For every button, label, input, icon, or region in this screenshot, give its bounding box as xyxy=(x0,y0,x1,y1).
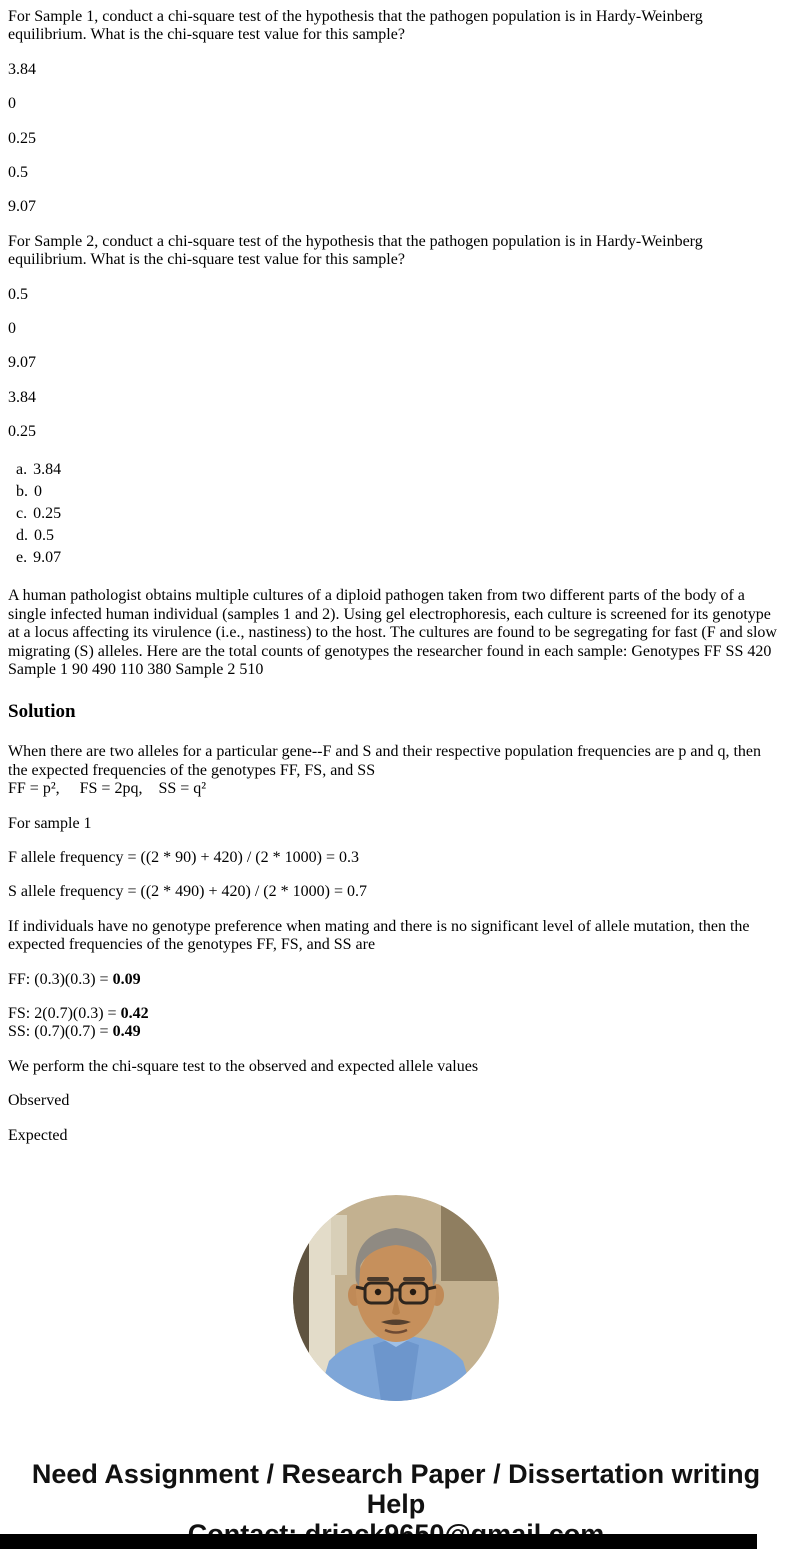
choice-value: 0.5 xyxy=(34,527,54,545)
solution-heading: Solution xyxy=(8,701,76,723)
choice-value: 0.25 xyxy=(33,505,62,523)
ss-prefix: SS: (0.7)(0.7) = xyxy=(8,1023,113,1041)
question2-option-2: 0 xyxy=(8,319,16,337)
choice-value: 9.07 xyxy=(33,549,62,567)
question2-option-3: 9.07 xyxy=(8,354,36,372)
s-allele-frequency: S allele frequency = ((2 * 490) + 420) / (2 * 1000) = 0.7 xyxy=(8,883,367,901)
answer-choice-b xyxy=(16,481,784,503)
solution-intro-text: When there are two alleles for a particular gene--F and S and their respective population frequencies are p and q, then the expected frequencies of the genotypes FF, FS, and SS xyxy=(8,743,762,779)
choice-value: 0 xyxy=(34,483,42,501)
answer-choice-c xyxy=(16,503,784,525)
tutor-photo xyxy=(293,1195,499,1401)
ff-prefix: FF: (0.3)(0.3) = xyxy=(8,970,113,988)
question1-option-1: 3.84 xyxy=(8,60,36,78)
expected-label: Expected xyxy=(8,1126,68,1144)
expected-frequencies-text: If individuals have no genotype preference when mating and there is no significant level of allele mutation, then the expected frequencies of the genotypes FF, FS, and SS are xyxy=(8,917,750,954)
answer-choice-a xyxy=(16,459,784,481)
answer-choice-list xyxy=(8,459,784,569)
f-allele-frequency: F allele frequency = ((2 * 90) + 420) / (2 * 1000) = 0.3 xyxy=(8,848,359,866)
footer-help-text: Need Assignment / Research Paper / Dissertation writing Help xyxy=(31,1458,761,1519)
question1-option-2: 0 xyxy=(8,95,16,113)
tutor-portrait-illustration xyxy=(293,1195,499,1401)
question2-text: For Sample 2, conduct a chi-square test of the hypothesis that the pathogen population is in Hardy-Weinberg equilibrium. What is the chi-square test value for this sample? xyxy=(8,232,703,269)
fs-value: 0.42 xyxy=(120,1004,149,1022)
fs-ss-expected-lines xyxy=(8,1005,784,1042)
answer-choice-e xyxy=(16,547,784,569)
fs-prefix: FS: 2(0.7)(0.3) = xyxy=(8,1004,121,1022)
bottom-black-bar xyxy=(0,1534,757,1549)
ff-value: 0.09 xyxy=(112,970,141,988)
choice-letter: b. xyxy=(16,483,28,501)
question1-option-4: 0.5 xyxy=(8,163,28,181)
chi-square-note: We perform the chi-square test to the observed and expected allele values xyxy=(8,1057,479,1075)
sample1-label: For sample 1 xyxy=(8,814,92,832)
solution-intro xyxy=(8,743,784,798)
choice-letter: e. xyxy=(16,549,28,567)
ff-expected-line xyxy=(8,971,784,989)
choice-letter: d. xyxy=(16,527,28,545)
ss-value: 0.49 xyxy=(112,1023,141,1041)
choice-letter: c. xyxy=(16,505,28,523)
question1-option-3: 0.25 xyxy=(8,129,36,147)
problem-statement: A human pathologist obtains multiple cultures of a diploid pathogen taken from two different parts of the body of a single infected human individual (samples 1 and 2). Using gel electrophoresis, each culture is screened for its genotype at a locus affecting its virulence (i.e., nastiness) to the host. The cultures are found to be segregating for fast (F and slow migrating (S) alleles. Here are the total counts of genotypes the researcher found in each sample: Genotypes FF SS 420 Sample 1 90 490 110 380 Sample 2 510 xyxy=(8,587,777,679)
question1-option-5: 9.07 xyxy=(8,198,36,216)
choice-letter: a. xyxy=(16,461,28,479)
question2-option-1: 0.5 xyxy=(8,285,28,303)
question2-option-4: 3.84 xyxy=(8,388,36,406)
answer-choice-d xyxy=(16,525,784,547)
hw-formula: FF = p², FS = 2pq, SS = q² xyxy=(8,780,207,798)
observed-label: Observed xyxy=(8,1092,70,1110)
question1-text: For Sample 1, conduct a chi-square test of the hypothesis that the pathogen population is in Hardy-Weinberg equilibrium. What is the chi-square test value for this sample? xyxy=(8,8,703,44)
question2-option-5: 0.25 xyxy=(8,423,36,441)
choice-value: 3.84 xyxy=(33,461,62,479)
